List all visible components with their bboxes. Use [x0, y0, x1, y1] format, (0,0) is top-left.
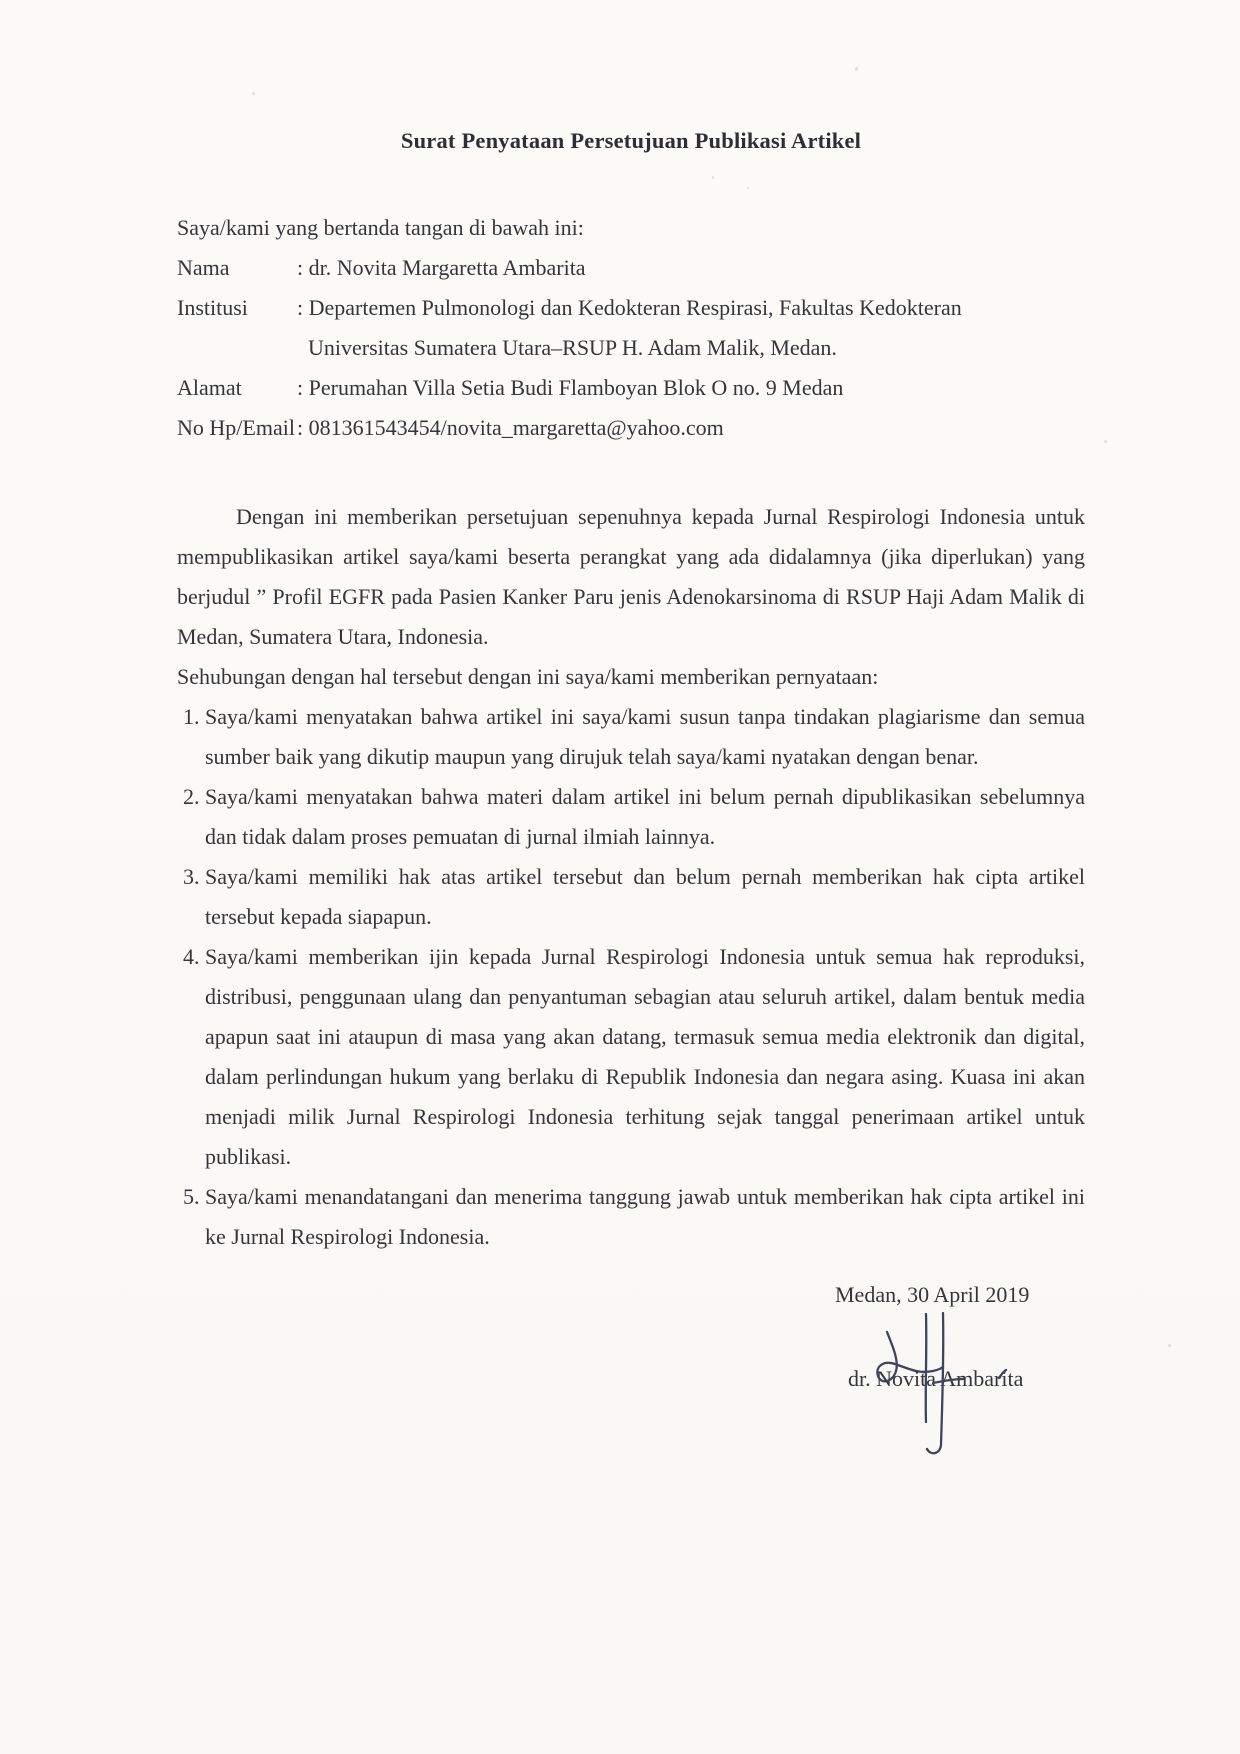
field-label: No Hp/Email: [177, 415, 295, 440]
field-value: : Departemen Pulmonologi dan Kedokteran Respirasi, Fakultas Kedokteran: [297, 295, 962, 320]
statement-list: [177, 697, 1085, 1257]
field-label: Nama: [177, 255, 230, 280]
field-label: Institusi: [177, 295, 248, 320]
consent-paragraph: Dengan ini memberikan persetujuan sepenuhnya kepada Jurnal Respirologi Indonesia untuk mempublikasikan artikel saya/kami beserta perangkat yang ada didalamnya (jika diperlukan) yang berjudul ” Profil EGFR pada Pasien Kanker Paru jenis Adenokarsinoma di RSUP Haji Adam Malik di Medan, Sumatera Utara, Indonesia.: [177, 504, 1085, 649]
field-value: : dr. Novita Margaretta Ambarita: [297, 255, 586, 280]
field-label: Alamat: [177, 375, 242, 400]
field-row-alamat: [177, 368, 1085, 408]
field-value-continuation: Universitas Sumatera Utara–RSUP H. Adam Malik, Medan.: [308, 335, 837, 360]
field-row-hp-email: [177, 408, 1085, 448]
handwritten-signature-icon: [855, 1305, 1025, 1465]
field-value: : 081361543454/novita_margaretta@yahoo.com: [297, 415, 724, 440]
identity-fields: [177, 248, 1085, 448]
statement-item: 2. Saya/kami menyatakan bahwa materi dalam artikel ini belum pernah dipublikasikan sebelumnya dan tidak dalam proses pemuatan di jurnal ilmiah lainnya.: [205, 777, 1085, 857]
scan-speckle: [1003, 524, 1005, 526]
scan-speckle: [1168, 1344, 1171, 1347]
scan-speckle: [252, 92, 255, 95]
field-value: : Perumahan Villa Setia Budi Flamboyan Blok O no. 9 Medan: [297, 375, 844, 400]
statement-item: 5. Saya/kami menandatangani dan menerima tanggung jawab untuk memberikan hak cipta artikel ini ke Jurnal Respirologi Indonesia.: [205, 1177, 1085, 1257]
intro-line: Saya/kami yang bertanda tangan di bawah ini:: [177, 215, 584, 240]
letter-body: [177, 0, 1085, 1399]
statement-item: 4. Saya/kami memberikan ijin kepada Jurnal Respirologi Indonesia untuk semua hak reproduksi, distribusi, penggunaan ulang dan penyantuman sebagian atau seluruh artikel, dalam bentuk media apapun saat ini ataupun di masa yang akan datang, termasuk semua media elektronik dan digital, dalam perlindungan hukum yang berlaku di Republik Indonesia dan negara asing. Kuasa ini akan menjadi milik Jurnal Respirologi Indonesia terhitung sejak tanggal penerimaan artikel untuk publikasi.: [205, 937, 1085, 1177]
field-row-nama: [177, 248, 1085, 288]
field-row-institusi: [177, 288, 1085, 328]
scan-speckle: [855, 67, 858, 71]
statement-lead: Sehubungan dengan hal tersebut dengan ini saya/kami memberikan pernyataan:: [177, 664, 879, 689]
statement-item: 1. Saya/kami menyatakan bahwa artikel ini saya/kami susun tanpa tindakan plagiarisme dan semua sumber baik yang dikutip maupun yang dirujuk telah saya/kami nyatakan dengan benar.: [205, 697, 1085, 777]
scan-speckle: [1104, 440, 1107, 443]
scan-speckle: [747, 187, 749, 189]
signer-name: dr. Novita Ambarita: [848, 1366, 1024, 1391]
statement-item: 3. Saya/kami memiliki hak atas artikel tersebut dan belum pernah memberikan hak cipta artikel tersebut kepada siapapun.: [205, 857, 1085, 937]
place-date: Medan, 30 April 2019: [835, 1282, 1030, 1307]
scan-speckle: [712, 176, 714, 179]
document-title: Surat Penyataan Persetujuan Publikasi Artikel: [400, 128, 862, 153]
